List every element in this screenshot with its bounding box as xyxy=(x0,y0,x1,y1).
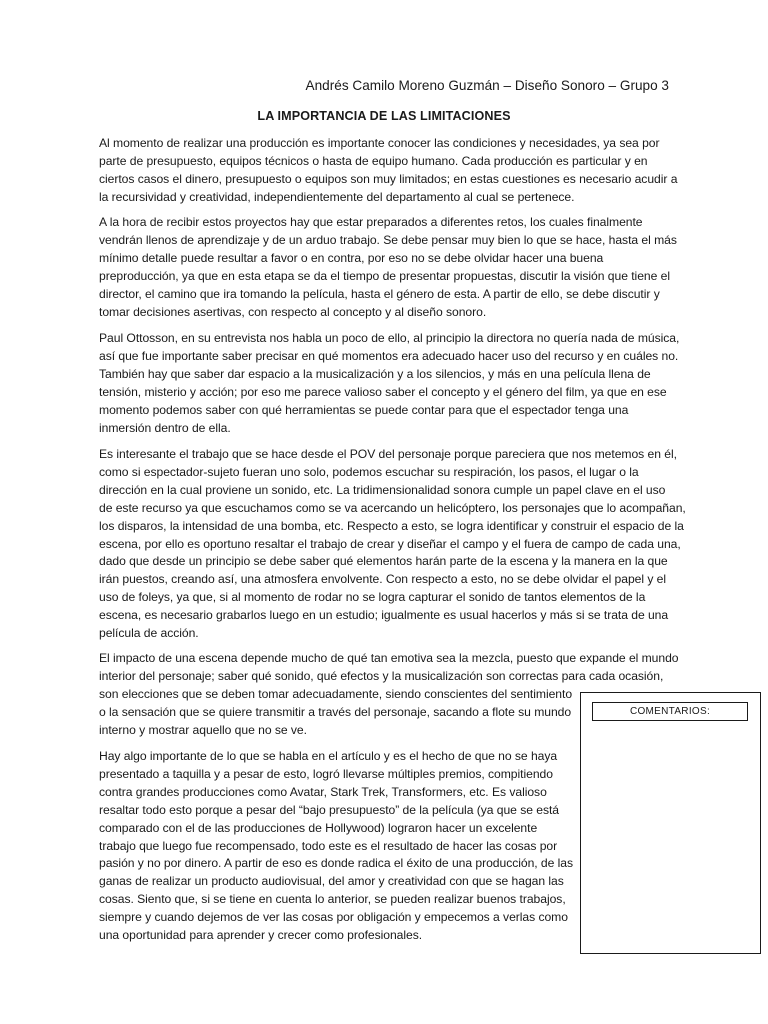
paragraph-line: así que fue importante saber precisar en qué momentos era adecuado hacer uso del recurso y en cuáles no. xyxy=(99,348,679,363)
comments-label: COMENTARIOS: xyxy=(592,702,748,721)
paragraph-line: cosas. Siento que, si se tiene en cuenta lo anterior, se pueden realizar buenos trabajos, xyxy=(99,892,566,907)
paragraph-2 xyxy=(99,214,677,321)
paragraph-line: irán puestos, creando así, una atmosfera envolvente. Con respecto a esto, no se debe olvidar el papel y el xyxy=(99,572,667,587)
paragraph-line: Hay algo importante de lo que se habla en el artículo y es el hecho de que no se haya xyxy=(99,749,558,763)
paragraph-line: escena, por ello es oportuno resaltar el trabajo de crear y diseñar el campo y el fuera de campo de cada una, xyxy=(99,536,681,551)
paragraph-line: director, el camino que ira tomando la película, hasta el género de esta. A partir de ello, se debe discutir y xyxy=(99,286,660,301)
paragraph-line: tensión, misterio y acción; por eso me parece valioso saber el concepto y el género del film, ya que en ese xyxy=(99,384,667,399)
paragraph-line: dirección en la cual proviene un sonido, etc. La tridimensionalidad sonora cumple un papel clave en el uso xyxy=(99,482,666,497)
paragraph-line: escena, es necesario grabarlos luego en un estudio; igualmente es usual hacerlos y más si se trata de una xyxy=(99,608,669,623)
paragraph-line: dado que desde un principio se debe saber qué elementos harán parte de la escena y la manera en la que xyxy=(99,554,668,569)
paragraph-line: siempre y cuando dejemos de ver las cosas por obligación y empecemos a verlas como xyxy=(99,910,568,925)
paragraph-line: Al momento de realizar una producción es importante conocer las condiciones y necesidades, ya sea por xyxy=(99,136,660,150)
paragraph-line: inmersión dentro de ella. xyxy=(99,420,231,435)
paragraph-4 xyxy=(99,446,686,643)
paragraph-line: ciertos casos el dinero, presupuesto o equipos son muy limitados; en estas cuestiones es necesario acudir a xyxy=(99,171,678,186)
paragraph-line: momento podemos saber con qué herramientas se puede contar para que el espectador tenga una xyxy=(99,402,629,417)
paragraph-line: de este recurso ya que escuchamos como se va acercando un helicóptero, los personajes que lo acompañan, xyxy=(99,500,686,515)
paragraph-line: pasión y no por dinero. A partir de eso es donde radica el éxito de una producción, de las xyxy=(99,856,574,871)
paragraph-line: son elecciones que se deben tomar adecuadamente, siendo conscientes del sentimiento xyxy=(99,686,573,701)
paragraph-line: la recursividad y creatividad, independientemente del departamento al cual se pertenece. xyxy=(99,189,575,204)
paragraph-line: mínimo detalle puede resultar a favor o en contra, por eso no se debe olvidar hacer una buena xyxy=(99,250,604,265)
paragraph-line: parte de presupuesto, equipos técnicos o hasta de equipo humano. Cada producción es particular y en xyxy=(99,153,648,168)
paragraph-line: preproducción, ya que en esta etapa se da el tiempo de presentar propuestas, discutir la visión que tiene el xyxy=(99,268,670,283)
document-title: LA IMPORTANCIA DE LAS LIMITACIONES xyxy=(257,109,511,123)
paragraph-line: película de acción. xyxy=(99,626,199,641)
paragraph-line: trabajo que luego fue recompensado, todo este es el resultado de hacer las cosas por xyxy=(99,838,558,853)
paragraph-line: comparado con el de las producciones de Hollywood) lograron hacer un excelente xyxy=(99,820,538,835)
paragraph-line: Paul Ottosson, en su entrevista nos habla un poco de ello, al principio la directora no quería nada de música, xyxy=(99,331,680,345)
author-line: Andrés Camilo Moreno Guzmán – Diseño Sonoro – Grupo 3 xyxy=(305,78,669,93)
paragraph-line: A la hora de recibir estos proyectos hay que estar preparados a diferentes retos, los cuales finalmente xyxy=(99,215,643,229)
comments-box xyxy=(580,692,761,954)
paragraph-line: presentado a taquilla y a pesar de esto, logró llevarse múltiples premios, compitiendo xyxy=(99,766,553,781)
paragraph-6 xyxy=(99,748,573,945)
paragraph-line: ganas de realizar un producto audiovisual, del amor y creatividad con que se hagan las xyxy=(99,874,564,889)
paragraph-1 xyxy=(99,135,677,207)
paragraph-line: Es interesante el trabajo que se hace desde el POV del personaje porque pareciera que nos metemos en él, xyxy=(99,447,677,461)
paragraph-line: interior del personaje; saber qué sonido, qué efectos y la musicalización son correctas para cada ocasión, xyxy=(99,668,664,683)
paragraph-line: una oportunidad para aprender y crecer como profesionales. xyxy=(99,928,423,943)
paragraph-line: como si espectador-sujeto fueran uno solo, podemos escuchar su respiración, los pasos, el lugar o la xyxy=(99,464,639,479)
paragraph-line: El impacto de una escena depende mucho de qué tan emotiva sea la mezcla, puesto que expande el mundo xyxy=(99,651,679,665)
paragraph-line: tomar decisiones asertivas, con respecto al concepto y al diseño sonoro. xyxy=(99,304,487,319)
paragraph-line: resaltar todo esto porque a pesar del “bajo presupuesto” de la película (ya que se está xyxy=(99,802,559,817)
paragraph-line: vendrán llenos de aprendizaje y de un arduo trabajo. Se debe pensar muy bien lo que se hace, hasta el más xyxy=(99,232,677,247)
paragraph-line: contra grandes producciones como Avatar, Stark Trek, Transformers, etc. Es valioso xyxy=(99,784,547,799)
paragraph-line: interno y mostrar aquello que no se ve. xyxy=(99,722,307,737)
paragraph-3 xyxy=(99,330,679,437)
paragraph-line: los disparos, la intensidad de una bomba, etc. Respecto a esto, se logra identificar y construir el espacio de la xyxy=(99,518,684,533)
paragraph-line: También hay que saber dar espacio a la musicalización y a los silencios, y más en una película llena de xyxy=(99,366,651,381)
paragraph-line: uso de foleys, ya que, si al momento de rodar no se logra capturar el sonido de tantos elementos de la xyxy=(99,590,646,605)
paragraph-line: o la sensación que se quiere transmitir a través del personaje, sacando a flote su mundo xyxy=(99,704,572,719)
